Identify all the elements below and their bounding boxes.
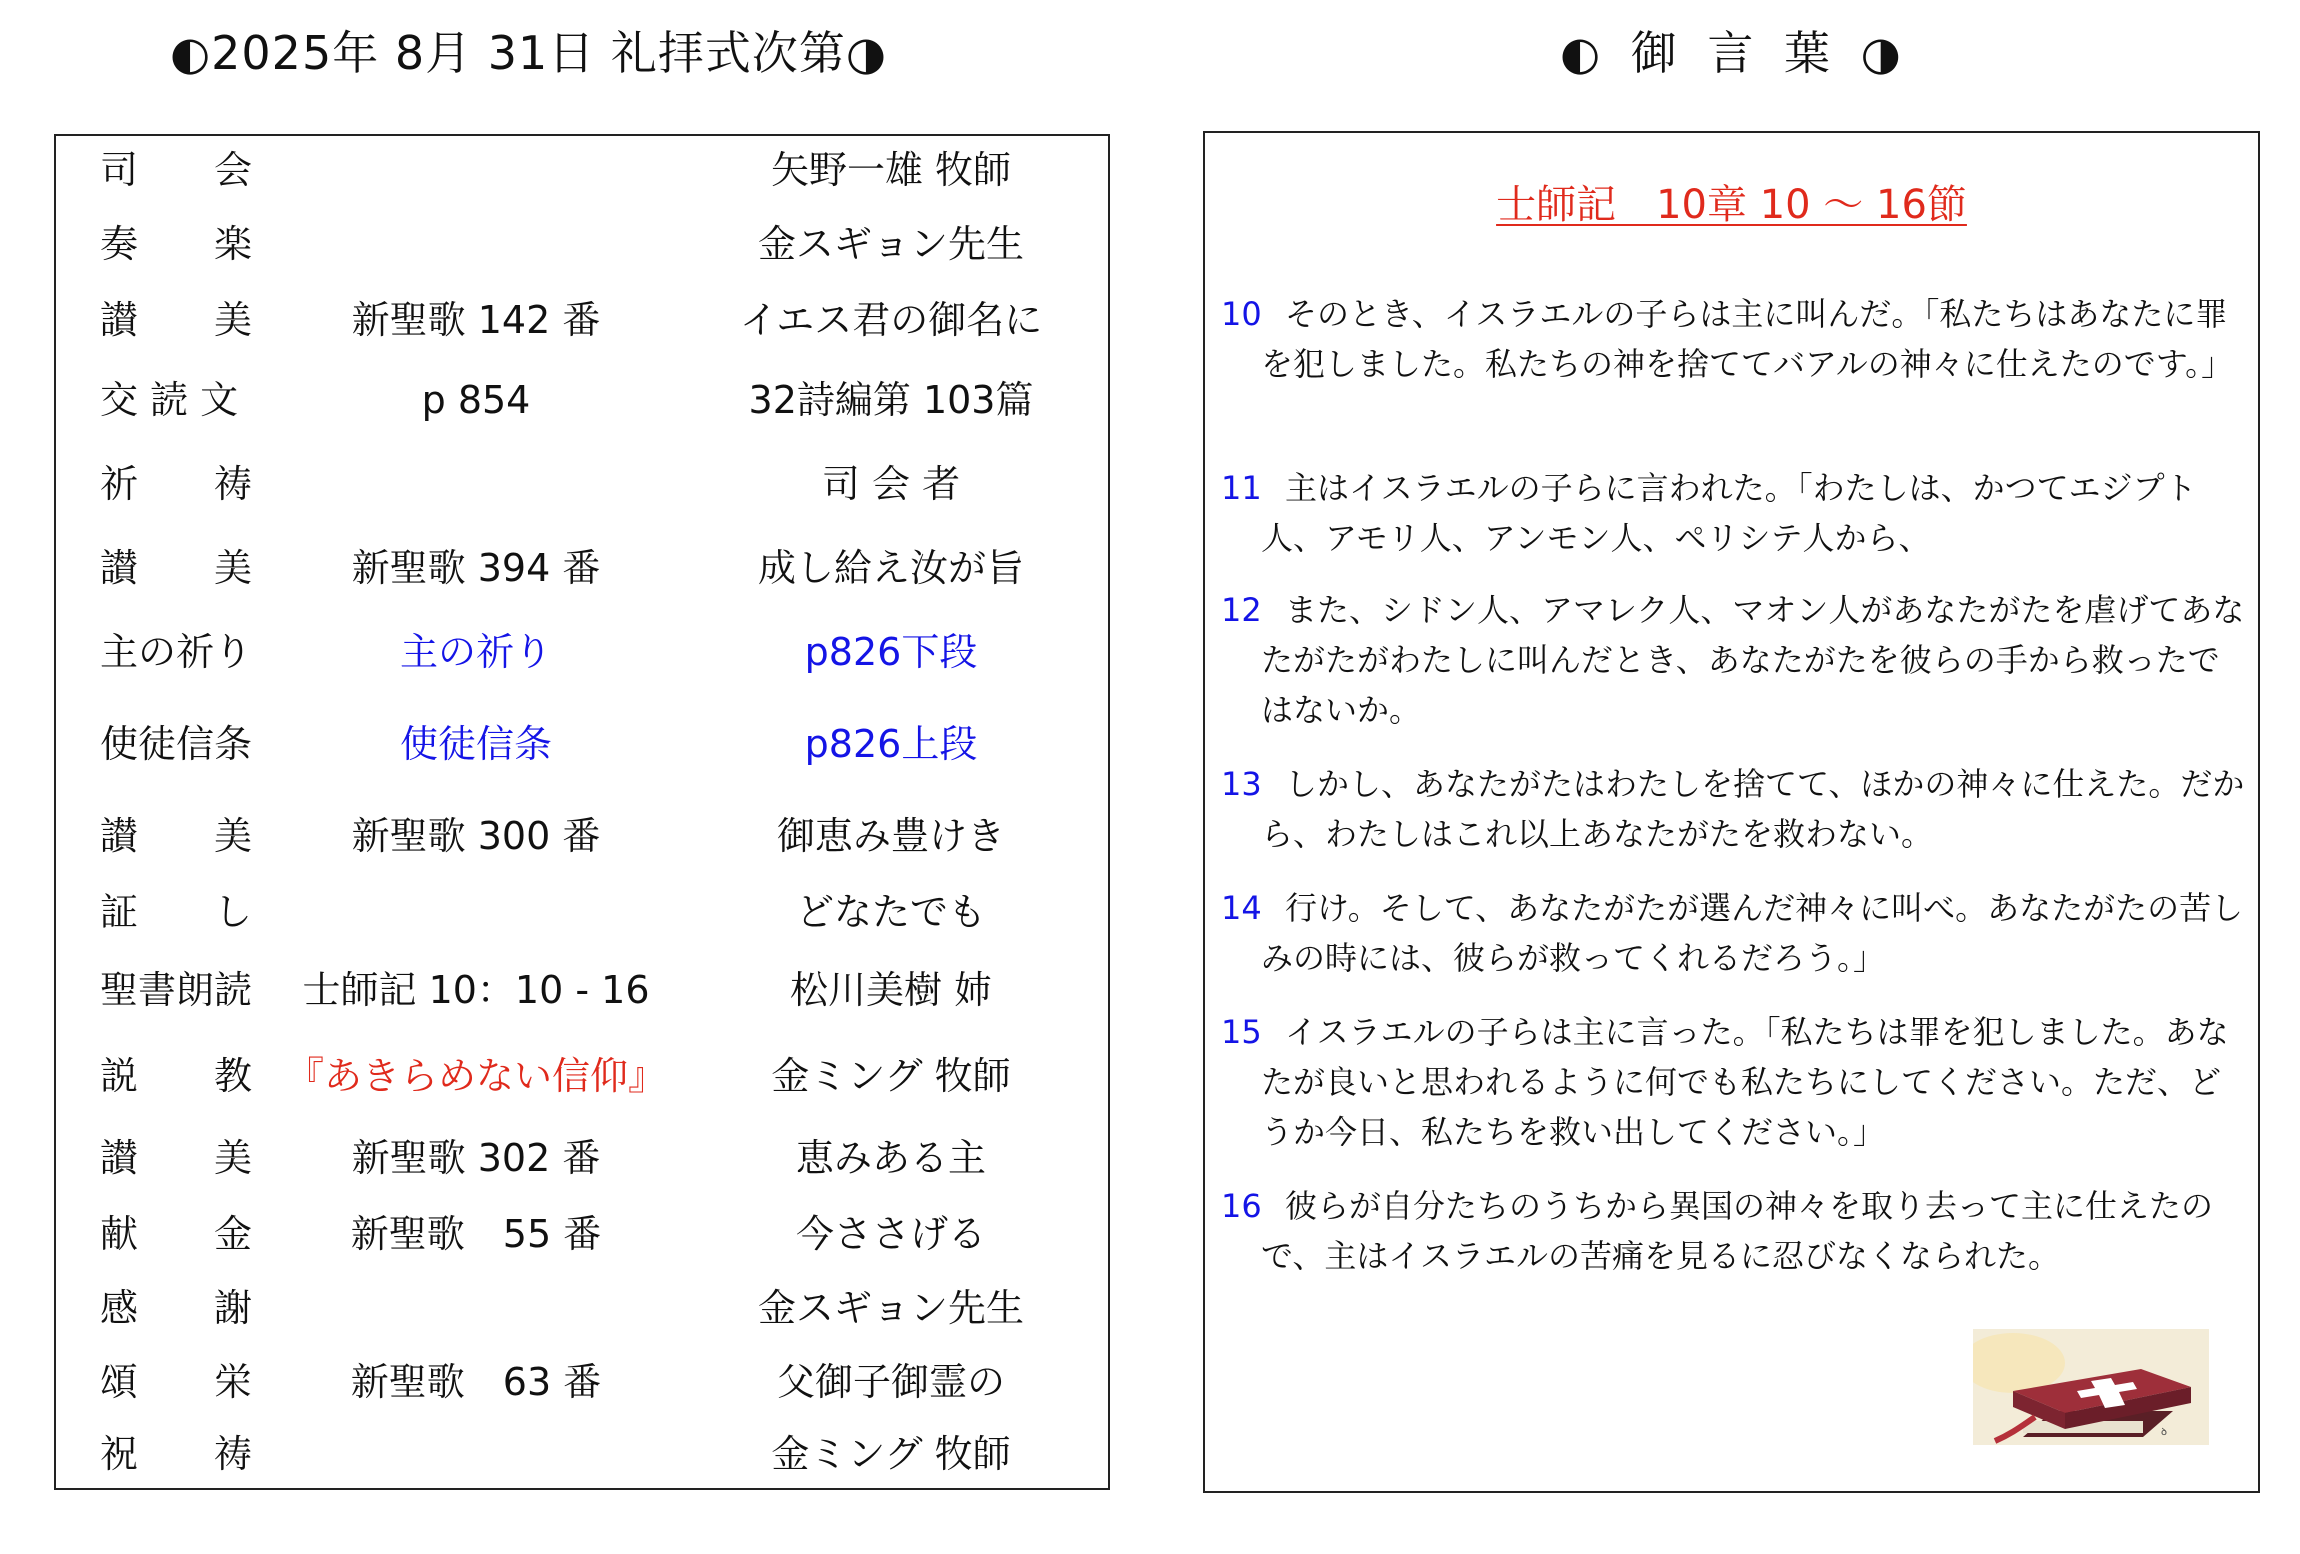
program-row xyxy=(56,454,1108,514)
verse-number: 10 xyxy=(1221,295,1262,333)
program-hymn: 新聖歌 300 番 xyxy=(351,814,601,858)
program-label: 使徒信条 xyxy=(100,722,253,766)
program-label: 讃 美 xyxy=(100,814,253,858)
program-row xyxy=(56,1424,1108,1484)
program-label: 感 謝 xyxy=(100,1286,253,1330)
verse-number: 11 xyxy=(1221,469,1262,507)
verse-number: 14 xyxy=(1221,889,1262,927)
program-label: 祝 祷 xyxy=(100,1432,253,1476)
program-label: 祈 祷 xyxy=(100,462,253,506)
program-hymn: 新聖歌 302 番 xyxy=(351,1136,601,1180)
program-label: 頌 栄 xyxy=(100,1360,253,1404)
verse-number: 15 xyxy=(1221,1013,1262,1051)
program-row xyxy=(56,1128,1108,1188)
program-person: 金スギョン先生 xyxy=(757,222,1024,266)
order-of-service-box xyxy=(54,134,1110,1490)
sermon-title: 『あきらめない信仰』 xyxy=(286,1054,667,1098)
program-row xyxy=(56,214,1108,274)
verse-text: そのとき、イスラエルの子らは主に叫んだ。「私たちはあなたに罪を犯しました。私たちの神を捨ててバアルの神々に仕えたのです。」 xyxy=(1261,295,2234,383)
verse xyxy=(1221,463,2251,563)
program-row xyxy=(56,622,1108,682)
program-page: p826下段 xyxy=(804,630,978,674)
svg-text:ꝺ: ꝺ xyxy=(2161,1427,2167,1438)
verse xyxy=(1221,585,2251,735)
program-row xyxy=(56,714,1108,774)
program-person: 金スギョン先生 xyxy=(757,1286,1024,1330)
program-person: 金ミング 牧師 xyxy=(771,1054,1011,1098)
program-row xyxy=(56,1046,1108,1106)
program-hymn-title: イエス君の御名に xyxy=(739,298,1043,342)
program-row xyxy=(56,806,1108,866)
scripture-box xyxy=(1203,131,2260,1493)
program-row xyxy=(56,290,1108,350)
verse xyxy=(1221,1181,2251,1281)
program-hymn: 新聖歌 63 番 xyxy=(350,1360,602,1404)
program-label: 証 し xyxy=(100,890,253,934)
program-row xyxy=(56,882,1108,942)
program-hymn-title: 父御子御霊の xyxy=(776,1360,1005,1404)
verse xyxy=(1221,1007,2251,1157)
program-label: 主の祈り xyxy=(100,630,253,674)
verse-text: 彼らが自分たちのうちから異国の神々を取り去って主に仕えたので、主はイスラエルの苦痛を見るに忍びなくなられた。 xyxy=(1261,1187,2214,1275)
program-label: 交 読 文 xyxy=(100,378,239,422)
program-hymn: 新聖歌 55 番 xyxy=(350,1212,602,1256)
program-label: 説 教 xyxy=(100,1054,253,1098)
passage-heading xyxy=(1205,175,2258,235)
program-label: 聖書朗読 xyxy=(100,968,253,1012)
program-hymn: 新聖歌 394 番 xyxy=(351,546,601,590)
program-person: どなたでも xyxy=(795,890,986,934)
program-scripture-ref: 士師記 10：10 - 16 xyxy=(302,968,650,1012)
verse-number: 12 xyxy=(1221,591,1262,629)
program-row xyxy=(56,1204,1108,1264)
program-person: 金ミング 牧師 xyxy=(771,1432,1011,1476)
program-person: 司 会 者 xyxy=(821,462,961,506)
program-label: 讃 美 xyxy=(100,546,253,590)
verse-text: しかし、あなたがたはわたしを捨てて、ほかの神々に仕えた。だから、わたしはこれ以上あなたがたを救わない。 xyxy=(1261,765,2245,853)
bible-icon xyxy=(1973,1329,2209,1445)
program-label: 奏 楽 xyxy=(100,222,253,266)
program-label: 献 金 xyxy=(100,1212,253,1256)
verse xyxy=(1221,759,2251,859)
verse-number: 16 xyxy=(1221,1187,1262,1225)
verse-text: イスラエルの子らは主に言った。「私たちは罪を犯しました。あなたが良いと思われるように何でも私たちにしてください。ただ、どうか今日、私たちを救い出してください。」 xyxy=(1261,1013,2229,1151)
program-label: 讃 美 xyxy=(100,298,253,342)
program-label: 司 会 xyxy=(100,148,253,192)
program-row xyxy=(56,1352,1108,1412)
program-prayer: 主の祈り xyxy=(399,630,552,674)
verse xyxy=(1221,289,2251,389)
verse-number: 13 xyxy=(1221,765,1262,803)
program-row xyxy=(56,370,1108,430)
program-person: 松川美樹 姉 xyxy=(789,968,993,1012)
program-hymn-title: 恵みある主 xyxy=(795,1136,986,1180)
program-hymn-title: 今ささげる xyxy=(795,1212,986,1256)
program-row xyxy=(56,538,1108,598)
verse-text: 行け。そして、あなたがたが選んだ神々に叫べ。あなたがたの苦しみの時には、彼らが救ってくれるだろう。」 xyxy=(1261,889,2244,977)
program-row xyxy=(56,1278,1108,1338)
scripture-title: ◐ 御 言 葉 ◑ xyxy=(1560,26,1909,80)
verse xyxy=(1221,883,2251,983)
program-label: 讃 美 xyxy=(100,1136,253,1180)
program-page: p826上段 xyxy=(804,722,978,766)
program-hymn-title: 御恵み豊けき xyxy=(776,814,1005,858)
passage-reference: 士師記 10章 10 ～ 16節 xyxy=(1496,182,1967,228)
program-row xyxy=(56,960,1108,1020)
program-page: p 854 xyxy=(421,378,531,422)
order-of-service-title: ◐2025年 8月 31日 礼拝式次第◑ xyxy=(170,26,888,80)
verse-text: また、シドン人、アマレク人、マオン人があなたがたを虐げてあなたがたがわたしに叫んだとき、あなたがたを彼らの手から救ったではないか。 xyxy=(1261,591,2245,729)
program-reading: 32詩編第 103篇 xyxy=(748,378,1034,422)
verse-text: 主はイスラエルの子らに言われた。「わたしは、かつてエジプト人、アモリ人、アンモン人、ペリシテ人から、 xyxy=(1261,469,2197,557)
program-hymn-title: 成し給え汝が旨 xyxy=(757,546,1024,590)
program-hymn: 新聖歌 142 番 xyxy=(351,298,601,342)
program-row xyxy=(56,140,1108,200)
program-creed: 使徒信条 xyxy=(399,722,552,766)
program-person: 矢野一雄 牧師 xyxy=(770,148,1012,192)
